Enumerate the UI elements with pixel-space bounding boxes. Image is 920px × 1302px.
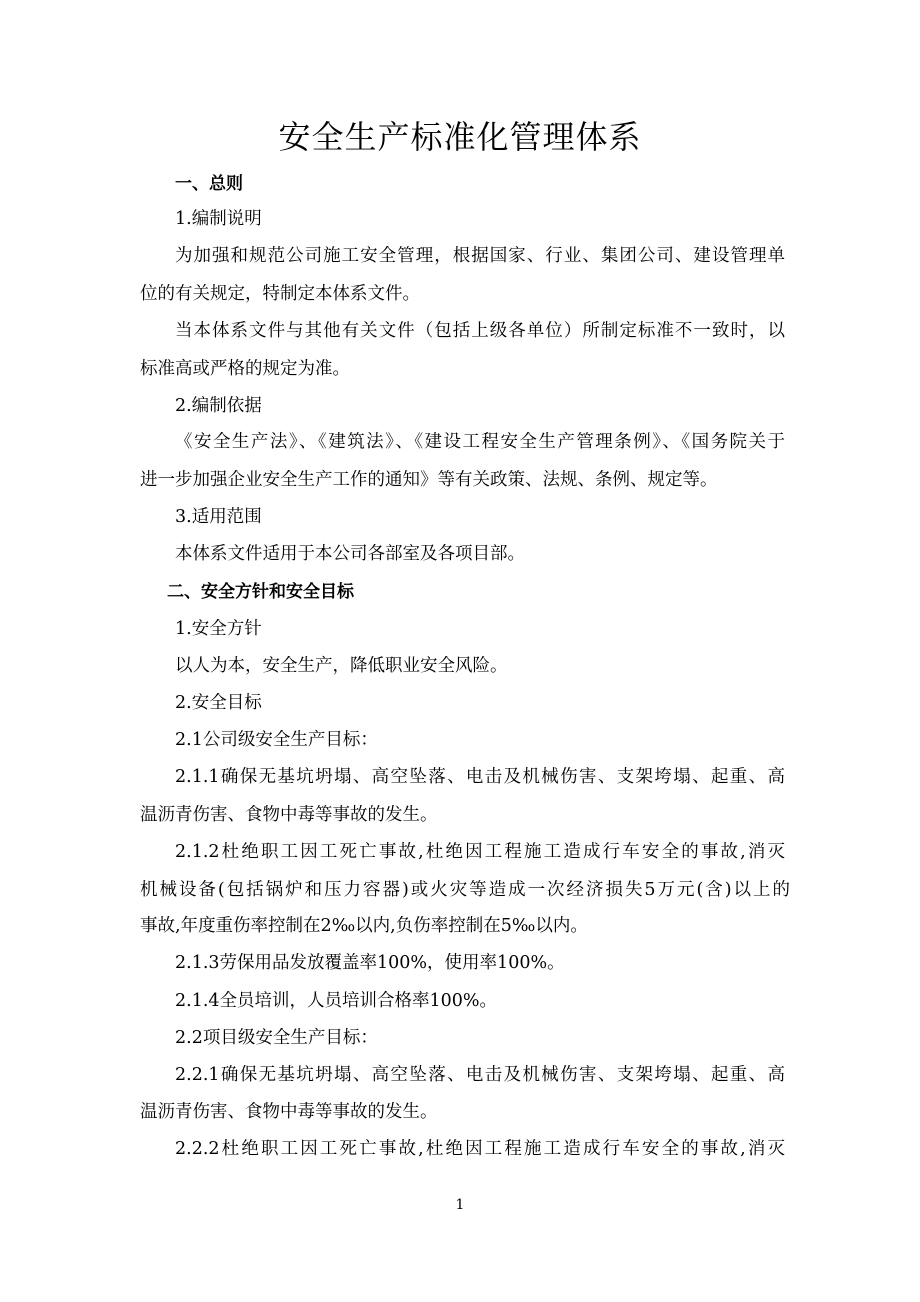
document-title: 安全生产标准化管理体系: [278, 118, 642, 156]
paragraph-line: 本体系文件适用于本公司各部室及各项目部。: [175, 544, 525, 564]
section-heading-safety-policy: 二、安全方针和安全目标: [167, 582, 354, 602]
subheading-company-targets: 2.1公司级安全生产目标：: [175, 730, 378, 750]
paragraph-line: 以人为本，安全生产，降低职业安全风险。: [175, 656, 508, 676]
paragraph-line: 进一步加强企业安全生产工作的通知》等有关政策、法规、条例、规定等。: [140, 470, 718, 490]
paragraph-line: 2.1.4全员培训，人员培训合格率100%。: [175, 991, 498, 1011]
page-number: 1: [455, 1197, 465, 1213]
paragraph-line: 为加强和规范公司施工安全管理，根据国家、行业、集团公司、建设管理单: [175, 246, 785, 266]
paragraph-line: 事故,年度重伤率控制在2‰以内,负伤率控制在5‰以内。: [140, 916, 588, 936]
subheading-project-targets: 2.2项目级安全生产目标：: [175, 1028, 378, 1048]
subheading-compilation-basis: 2.编制依据: [175, 396, 262, 416]
paragraph-line: 2.1.2杜绝职工因工死亡事故,杜绝因工程施工造成行车安全的事故,消灭: [175, 842, 785, 862]
subheading-scope: 3.适用范围: [175, 507, 262, 527]
paragraph-line: 温沥青伤害、食物中毒等事故的发生。: [140, 805, 438, 825]
subheading-safety-policy: 1.安全方针: [175, 619, 262, 639]
paragraph-line: 当本体系文件与其他有关文件（包括上级各单位）所制定标准不一致时，以: [175, 321, 785, 341]
paragraph-line: 位的有关规定，特制定本体系文件。: [140, 284, 420, 304]
paragraph-line: 《安全生产法》、《建筑法》、《建设工程安全生产管理条例》、《国务院关于: [175, 432, 785, 452]
subheading-safety-targets: 2.安全目标: [175, 693, 262, 713]
paragraph-line: 温沥青伤害、食物中毒等事故的发生。: [140, 1102, 438, 1122]
paragraph-line: 标准高或严格的规定为准。: [140, 359, 350, 379]
subheading-compilation-notes: 1.编制说明: [175, 209, 262, 229]
paragraph-line: 2.2.2杜绝职工因工死亡事故,杜绝因工程施工造成行车安全的事故,消灭: [175, 1139, 785, 1159]
paragraph-line: 2.2.1确保无基坑坍塌、高空坠落、电击及机械伤害、支架垮塌、起重、高: [175, 1065, 785, 1085]
paragraph-line: 机械设备(包括锅炉和压力容器)或火灾等造成一次经济损失5万元(含)以上的: [140, 880, 790, 900]
paragraph-line: 2.1.1确保无基坑坍塌、高空坠落、电击及机械伤害、支架垮塌、起重、高: [175, 767, 785, 787]
section-heading-general: 一、总则: [175, 174, 243, 194]
paragraph-line: 2.1.3劳保用品发放覆盖率100%，使用率100%。: [175, 953, 565, 973]
